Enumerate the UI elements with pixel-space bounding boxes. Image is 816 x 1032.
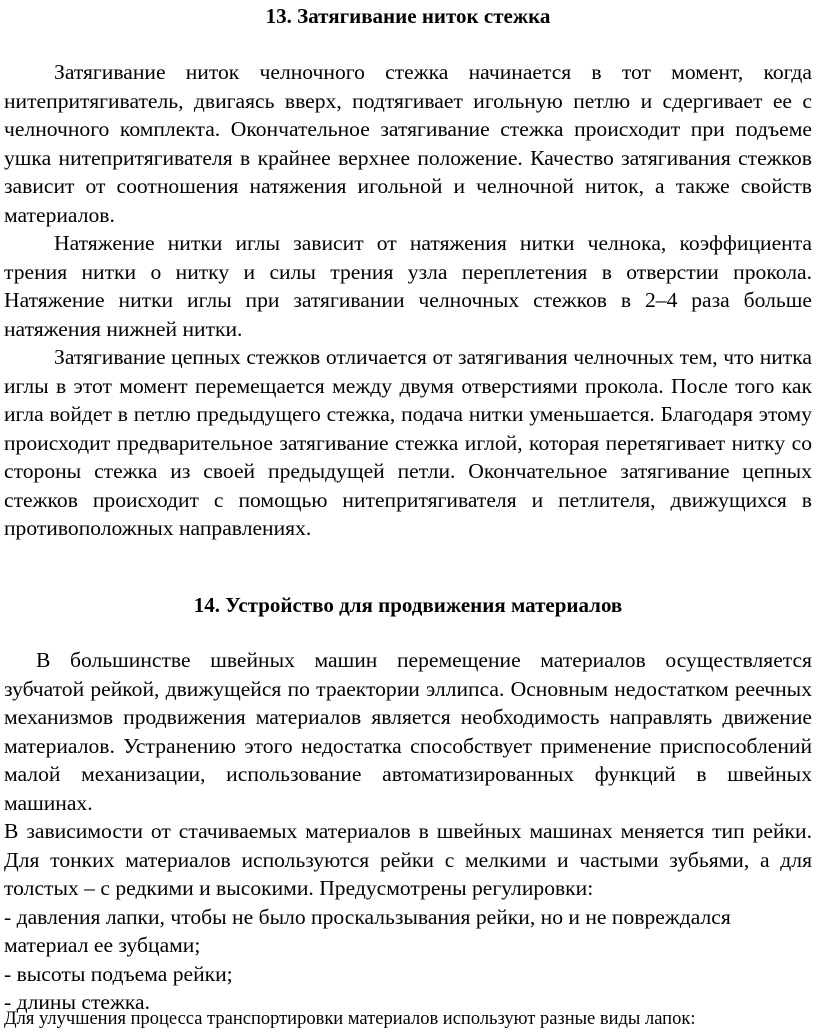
section-14-title: 14. Устройство для продвижения материалов (193, 593, 623, 617)
section-14-last-line: Для улучшения процесса транспортировки материалов используют разные виды лапок: (4, 1009, 696, 1029)
section-14-body (4, 646, 812, 1017)
section-14-list-item-2: - высоты подъема рейки; (4, 961, 233, 986)
section-13-title: 13. Затягивание ниток стежка (265, 4, 551, 28)
section-14-paragraph-1: В большинстве швейных машин перемещение материалов осуществляется зубчатой рейкой, движущейся по траектории эллипса. Основным недостатком реечных механизмов продвижения материалов является необходимость направлять движение материалов. Устранению этого недостатка способствует применение приспособлений малой механизации, использование автоматизированных функций в швейных машинах. (4, 648, 812, 815)
section-13-paragraph-2: Натяжение нитки иглы зависит от натяжения нитки челнока, коэффициента трения нитки о нитку и силы трения узла переплетения в отверстии прокола. Натяжение нитки иглы при затягивании челночных стежков в 2–4 раза больше натяжения нижней нитки. (4, 231, 812, 341)
section-14-list-item-3: - длины стежка. (4, 990, 151, 1014)
section-13-paragraph-3: Затягивание цепных стежков отличается от затягивания челночных тем, что нитка иглы в этот момент перемещается между двумя отверстиями прокола. После того как игла войдет в петлю предыдущего стежка, подача нитки уменьшается. Благодаря этому происходит предварительное затягивание стежка иглой, которая перетягивает нитку со стороны стежка из своей предыдущей петли. Окончательное затягивание цепных стежков происходит с помощью нитепритягивателя и петлителя, движущихся в противоположных направлениях. (4, 345, 812, 540)
section-13-body (4, 58, 812, 543)
section-14-list-item-1: - давления лапки, чтобы не было проскальзывания рейки, но и не повреждался материал ее зубцами; (4, 904, 731, 957)
section-14-paragraph-2: В зависимости от стачиваемых материалов в швейных машинах меняется тип рейки. Для тонких материалов используются рейки с мелкими и частыми зубьями, а для толстых – с редкими и высокими. Предусмотрены регулировки: (4, 819, 812, 900)
document-page (4, 0, 812, 1032)
section-13-paragraph-1: Затягивание ниток челночного стежка начинается в тот момент, когда нитепритягиватель, двигаясь вверх, подтягивает игольную петлю и сдергивает ее с челночного комплекта. Окончательное затягивание стежка происходит при подъеме ушка нитепритягивателя в крайнее верхнее положение. Качество затягивания стежков зависит от соотношения натяжения игольной и челночной ниток, а также свойств материалов. (4, 60, 812, 227)
